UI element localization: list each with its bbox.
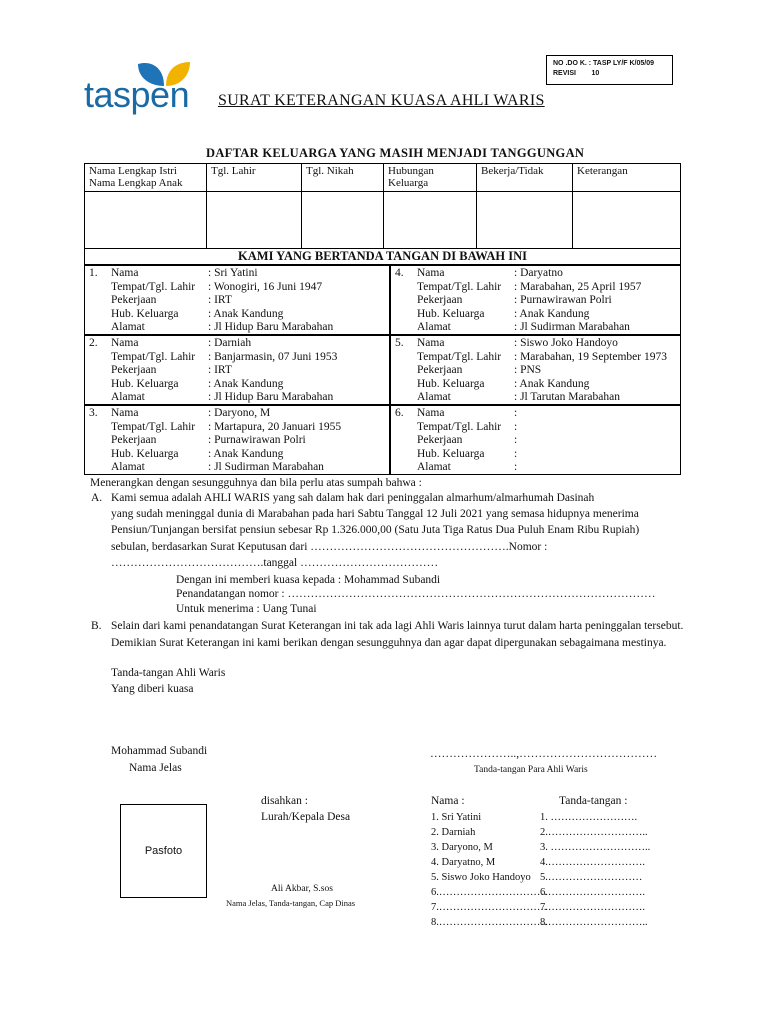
- heir-signature-line: 6.……………………….: [540, 887, 645, 898]
- point-a-line: Pensiun/Tunjangan bersifat pensiun sebesar Rp 1.326.000,00 (Satu Juta Tiga Ratus Dua Puluh Enam Ribu Rupiah): [111, 524, 640, 536]
- pasfoto-label: Pasfoto: [144, 845, 183, 857]
- ttd-ahli-waris-label: Tanda-tangan Ahli Waris: [111, 667, 226, 679]
- heir-name: 4. Daryatno, M: [431, 857, 496, 868]
- signatory-field-value: : Purnawirawan Polri: [514, 294, 612, 307]
- point-a-line: ………………………………….tanggal ………………………………: [111, 557, 439, 569]
- nama-jelas-label: Nama Jelas: [129, 762, 182, 774]
- signatory-field-label: Nama: [111, 337, 139, 349]
- table-header: Tgl. Nikah: [302, 164, 384, 192]
- signatory-field-label: Nama: [111, 267, 139, 279]
- point-a-line: sebulan, berdasarkan Surat Keputusan dari …………………………………………….Nomor :: [111, 541, 548, 553]
- heir-name: 5. Siswo Joko Handoyo: [431, 872, 531, 883]
- heir-signature-line: 7.……………………….: [540, 902, 645, 913]
- signatory-field-value: : IRT: [208, 294, 232, 307]
- signatory-field-label: Alamat: [417, 461, 451, 474]
- lurah-label: Lurah/Kepala Desa: [261, 811, 351, 823]
- signatory-field-value: : Purnawirawan Polri: [208, 434, 306, 447]
- heir-signature-line: 1. …………………….: [540, 812, 638, 823]
- table-cell: [477, 192, 573, 249]
- family-subtitle: DAFTAR KELUARGA YANG MASIH MENJADI TANGGUNGAN: [206, 146, 585, 160]
- penandatangan-text: Penandatangan nomor : ……………………………………………………………………………………: [176, 588, 656, 600]
- signatory-field-label: Alamat: [417, 391, 451, 404]
- kuasa-name: Mohammad Subandi: [111, 745, 208, 757]
- logo-wordmark: taspen: [84, 74, 190, 115]
- kuasa-text: Dengan ini memberi kuasa kepada : Mohammad Subandi: [176, 574, 441, 586]
- signatory-field-label: Hub. Keluarga: [111, 447, 179, 460]
- signatory-number: 2.: [89, 337, 98, 349]
- signatory-field-value: : Anak Kandung: [514, 377, 590, 390]
- signatory-field-label: Alamat: [111, 321, 145, 334]
- signatory-field-label: Pekerjaan: [417, 364, 463, 377]
- signatory-field-value: : Marabahan, 25 April 1957: [514, 280, 642, 293]
- signatory-field-value: :: [514, 434, 518, 447]
- table-header: Tgl. Lahir: [207, 164, 302, 192]
- table-cell: [207, 192, 302, 249]
- signatory-field-value: : Marabahan, 19 September 1973: [514, 350, 667, 363]
- disahkan-label: disahkan :: [261, 795, 308, 807]
- page-title: SURAT KETERANGAN KUASA AHLI WARIS: [218, 92, 545, 109]
- signatory-field-value: : Jl Sudirman Marabahan: [514, 321, 630, 334]
- signatory-field-value: :: [514, 447, 518, 460]
- point-b-marker: B.: [91, 620, 102, 632]
- signatory-field-value: : Jl Hidup Baru Marabahan: [208, 391, 334, 404]
- signatory-field-value: : Sri Yatini: [208, 267, 258, 279]
- signatory-field-value: : Anak Kandung: [208, 447, 284, 460]
- signatory-field-label: Pekerjaan: [417, 434, 463, 447]
- signatory-field-value: :: [514, 461, 518, 474]
- signatory-field-value: : Jl Tarutan Marabahan: [514, 391, 620, 404]
- signatory-field-label: Tempat/Tgl. Lahir: [417, 280, 502, 293]
- dotted-date-line: …………………..,………………………………: [430, 748, 658, 760]
- table-cell: [85, 192, 207, 249]
- signatory-field-label: Tempat/Tgl. Lahir: [111, 420, 196, 433]
- heir-signature-line: 8.………………………..: [540, 917, 648, 928]
- official-caption: Nama Jelas, Tanda-tangan, Cap Dinas: [226, 898, 356, 908]
- heir-signature-line: 3. ………………………..: [540, 842, 651, 853]
- signatory-field-label: Hub. Keluarga: [111, 307, 179, 320]
- signatory-field-value: : IRT: [208, 364, 232, 377]
- ttd-column-header: Tanda-tangan :: [559, 795, 628, 807]
- signatory-field-label: Nama: [417, 267, 445, 279]
- signatory-field-label: Pekerjaan: [111, 434, 157, 447]
- signatory-field-label: Alamat: [111, 391, 145, 404]
- pasfoto-box: [120, 804, 207, 898]
- untuk-menerima-text: Untuk menerima : Uang Tunai: [176, 603, 317, 615]
- yang-diberi-kuasa-label: Yang diberi kuasa: [111, 683, 194, 695]
- table-header: Bekerja/Tidak: [477, 164, 573, 192]
- heir-signature-line: 4.……………………….: [540, 857, 645, 868]
- heir-name: 7.………………………….: [431, 902, 547, 913]
- signatory-number: 4.: [395, 267, 404, 279]
- signatory-field-label: Pekerjaan: [111, 364, 157, 377]
- signatory-field-label: Nama: [417, 337, 445, 349]
- heir-name: 1. Sri Yatini: [431, 812, 482, 823]
- signatory-field-value: : Siswo Joko Handoyo: [514, 337, 618, 349]
- signatory-field-value: : Wonogiri, 16 Juni 1947: [208, 280, 323, 293]
- signatory-field-label: Hub. Keluarga: [417, 377, 485, 390]
- point-a-marker: A.: [91, 492, 103, 504]
- signatory-field-label: Hub. Keluarga: [417, 447, 485, 460]
- heir-name: 2. Darniah: [431, 827, 476, 838]
- doc-revision: REVISI 10: [553, 70, 600, 77]
- taspen-logo: [84, 60, 204, 120]
- table-header: Nama Lengkap Istri Nama Lengkap Anak: [85, 164, 207, 192]
- signatory-field-value: : Anak Kandung: [514, 307, 590, 320]
- signatory-cell: [390, 265, 681, 335]
- signatory-field-label: Alamat: [111, 461, 145, 474]
- heir-name: 3. Daryono, M: [431, 842, 493, 853]
- signatory-number: 1.: [89, 267, 98, 279]
- signatory-field-value: : Jl Sudirman Marabahan: [208, 461, 324, 474]
- signatory-number: 3.: [89, 407, 98, 419]
- intro-text: Menerangkan dengan sesungguhnya dan bila perlu atas sumpah bahwa :: [90, 477, 422, 489]
- signatory-field-value: : Anak Kandung: [208, 377, 284, 390]
- point-a-line: Kami semua adalah AHLI WARIS yang sah dalam hak dari peninggalan almarhum/almarhumah Dasinah: [111, 492, 595, 504]
- heir-name: 6.………………………….: [431, 887, 547, 898]
- signatory-field-value: :: [514, 420, 518, 433]
- heir-signature-line: 2.………………………..: [540, 827, 648, 838]
- document-number-box: [546, 55, 673, 85]
- nama-column-header: Nama :: [431, 795, 465, 807]
- signatory-cell: [84, 405, 390, 475]
- signatory-cell: [84, 335, 390, 405]
- table-header: Keterangan: [573, 164, 681, 192]
- signatory-field-label: Tempat/Tgl. Lahir: [111, 350, 196, 363]
- signatory-cell: [390, 405, 681, 475]
- table-cell: [573, 192, 681, 249]
- signatory-field-label: Pekerjaan: [111, 294, 157, 307]
- doc-number: NO .DO K. : TASP LY/F K/05/09: [553, 60, 655, 67]
- signatory-field-label: Tempat/Tgl. Lahir: [111, 280, 196, 293]
- signatory-field-value: : Daryono, M: [208, 407, 271, 419]
- signatory-cell: [390, 335, 681, 405]
- point-b-line: Demikian Surat Keterangan ini kami berikan dengan sesungguhnya dan agar dapat dipergunakan sebagaimana mestinya.: [111, 637, 667, 649]
- signatory-field-value: : Martapura, 20 Januari 1955: [208, 420, 342, 433]
- signatory-number: 5.: [395, 337, 404, 349]
- signatory-field-value: : Darniah: [208, 337, 252, 349]
- signatory-field-value: : Jl Hidup Baru Marabahan: [208, 321, 334, 334]
- signatory-field-label: Alamat: [417, 321, 451, 334]
- signatory-field-value: : Daryatno: [514, 267, 563, 279]
- table-header: Hubungan Keluarga: [384, 164, 477, 192]
- family-table: [84, 163, 681, 249]
- signatory-number: 6.: [395, 407, 404, 419]
- signatory-field-value: : Anak Kandung: [208, 307, 284, 320]
- heir-signature-line: 5.………………………: [540, 872, 643, 883]
- signatory-cell: [84, 265, 390, 335]
- signatory-field-label: Tempat/Tgl. Lahir: [417, 350, 502, 363]
- signatory-field-value: : Banjarmasin, 07 Juni 1953: [208, 350, 338, 363]
- official-name: Ali Akbar, S.sos: [271, 884, 333, 894]
- point-a-line: yang sudah meninggal dunia di Marabahan pada hari Sabtu Tanggal 12 Juli 2021 yang semasa hidupnya menerima: [111, 508, 639, 520]
- signatory-field-label: Tempat/Tgl. Lahir: [417, 420, 502, 433]
- point-b-line: Selain dari kami penandatangan Surat Keterangan ini tak ada lagi Ahli Waris lainnya turut dalam harta peninggalan tersebut.: [111, 620, 684, 632]
- signatory-field-label: Nama: [417, 407, 445, 419]
- signatory-field-value: :: [514, 407, 518, 419]
- signatory-field-label: Pekerjaan: [417, 294, 463, 307]
- ttd-para-ahli-waris-label: Tanda-tangan Para Ahli Waris: [474, 765, 588, 775]
- table-cell: [302, 192, 384, 249]
- table-cell: [384, 192, 477, 249]
- signatory-field-label: Hub. Keluarga: [111, 377, 179, 390]
- signatories-heading: KAMI YANG BERTANDA TANGAN DI BAWAH INI: [84, 248, 681, 265]
- signatory-field-label: Hub. Keluarga: [417, 307, 485, 320]
- signatory-field-label: Nama: [111, 407, 139, 419]
- signatory-field-value: : PNS: [514, 364, 542, 377]
- heir-name: 8.………………………….: [431, 917, 547, 928]
